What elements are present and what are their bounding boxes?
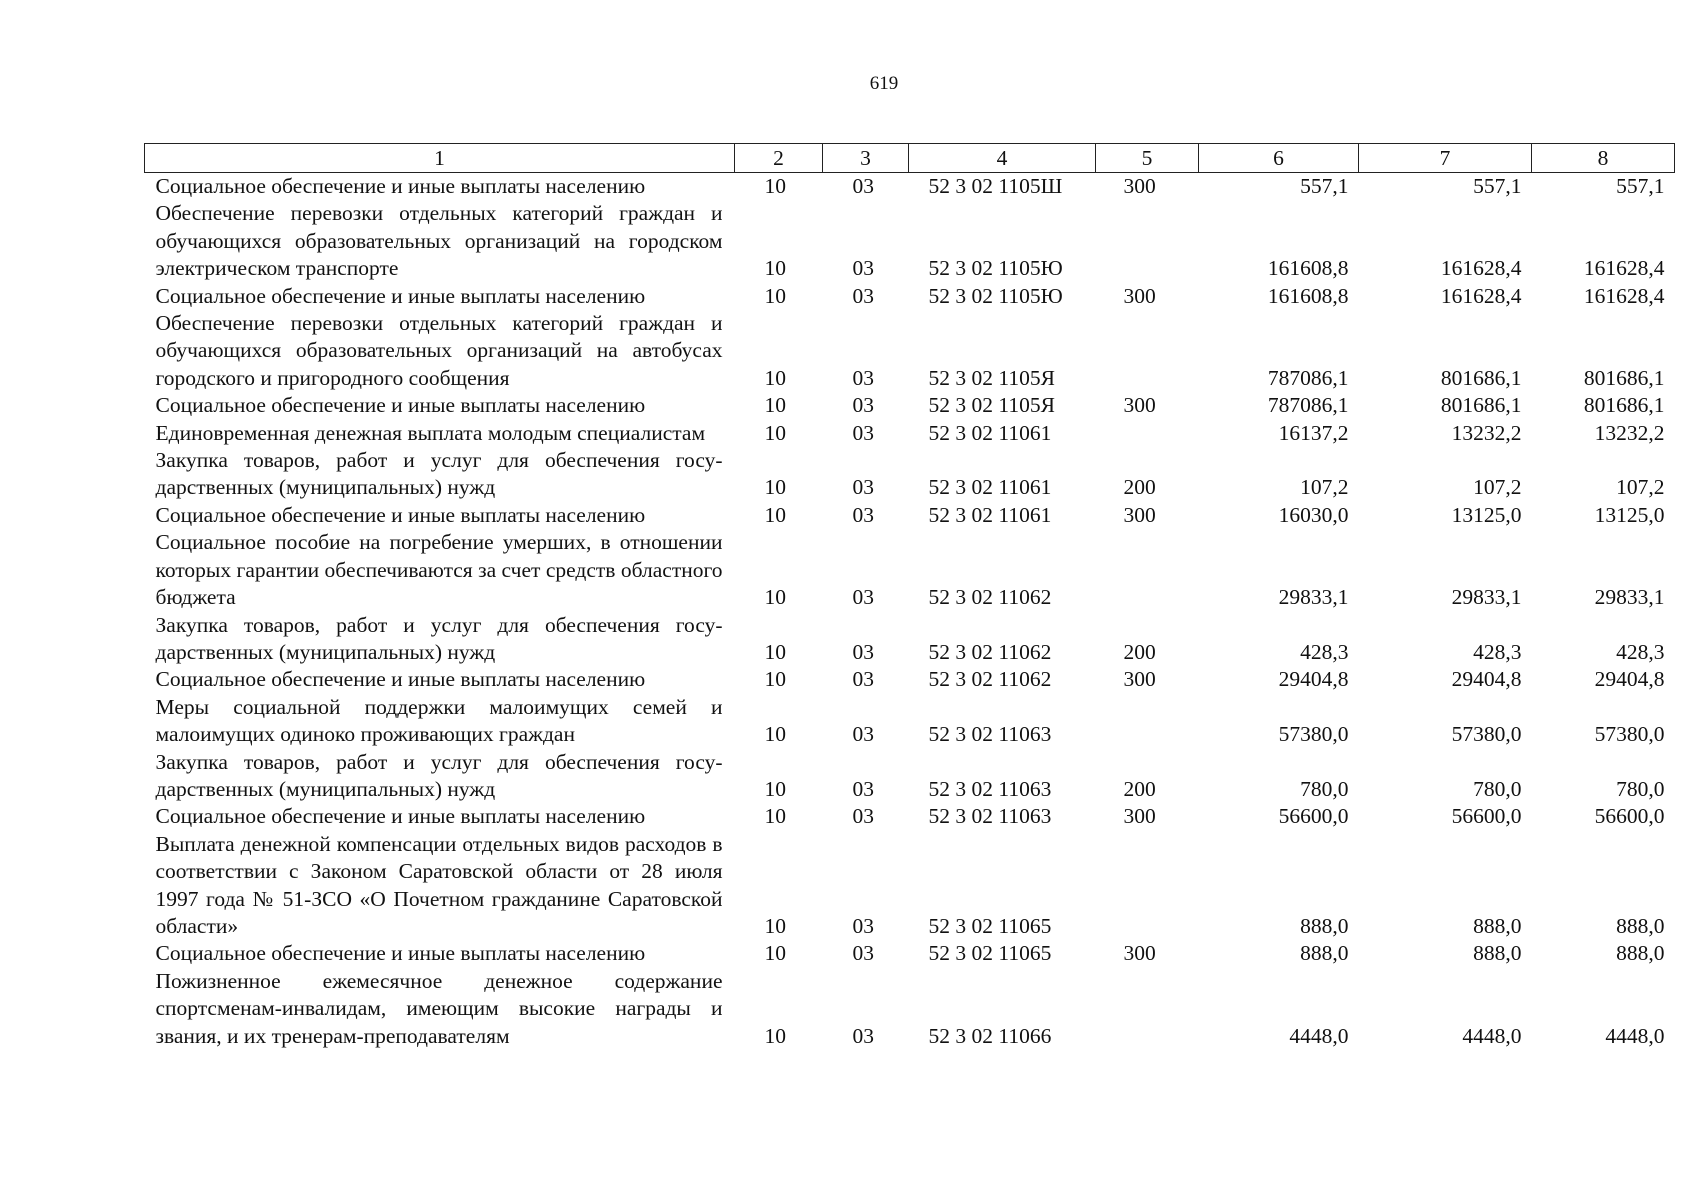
row-value-col6: 161608,8 — [1267, 256, 1349, 281]
row-section: 10 — [764, 256, 786, 281]
row-value-col7: 161628,4 — [1440, 283, 1522, 308]
table-row — [145, 803, 1675, 830]
row-target-code: 52 3 02 1105Ш — [928, 174, 1063, 198]
row-value-col6: 780,0 — [1300, 776, 1349, 801]
row-value-col7: 780,0 — [1473, 776, 1522, 801]
row-section: 10 — [764, 502, 786, 527]
row-expense-type: 300 — [1123, 667, 1156, 692]
table-row — [145, 502, 1675, 529]
row-value-col8: 888,0 — [1616, 941, 1665, 966]
row-expense-type — [1096, 968, 1199, 1050]
row-value-col8: 57380,0 — [1594, 722, 1665, 747]
row-expense-type — [1096, 420, 1199, 447]
row-target-code: 52 3 02 11061 — [928, 502, 1052, 527]
table-row — [145, 173, 1675, 201]
row-value-col7: 107,2 — [1473, 475, 1522, 500]
column-header: 3 — [823, 144, 909, 173]
row-value-col7: 56600,0 — [1451, 804, 1522, 829]
row-description: Закупка товаров, работ и услуг для обеспечения государственных (муниципальных) нужд — [155, 448, 723, 500]
row-subsection: 03 — [852, 475, 874, 500]
row-section: 10 — [764, 420, 786, 445]
table-row — [145, 392, 1675, 419]
row-value-col8: 29404,8 — [1594, 667, 1665, 692]
row-value-col6: 29833,1 — [1278, 585, 1349, 610]
row-subsection: 03 — [852, 1023, 874, 1048]
row-description: Меры социальной поддержки малоимущих семей и малоимущих одиноко проживающих граждан — [155, 694, 723, 747]
row-expense-type: 300 — [1123, 804, 1156, 829]
row-expense-type: 200 — [1123, 639, 1156, 664]
row-value-col8: 161628,4 — [1583, 256, 1665, 281]
column-header: 5 — [1096, 144, 1199, 173]
row-value-col6: 16137,2 — [1278, 420, 1349, 445]
row-subsection: 03 — [852, 776, 874, 801]
table-row — [145, 200, 1675, 282]
row-section: 10 — [764, 365, 786, 390]
row-target-code: 52 3 02 11063 — [928, 722, 1052, 747]
row-target-code: 52 3 02 11065 — [928, 913, 1052, 938]
row-description: Обеспечение перевозки отдельных категорий граждан и обучающихся образовательных организаций на городском электрическом транспорте — [155, 201, 723, 281]
row-value-col6: 888,0 — [1300, 941, 1349, 966]
table-row — [145, 283, 1675, 310]
row-target-code: 52 3 02 11062 — [928, 667, 1052, 692]
row-value-col6: 161608,8 — [1267, 283, 1349, 308]
row-value-col7: 801686,1 — [1440, 393, 1522, 418]
row-section: 10 — [764, 722, 786, 747]
row-section: 10 — [764, 941, 786, 966]
row-value-col6: 787086,1 — [1267, 393, 1349, 418]
column-header: 4 — [909, 144, 1096, 173]
row-target-code: 52 3 02 1105Я — [928, 365, 1055, 390]
row-value-col6: 16030,0 — [1278, 502, 1349, 527]
row-target-code: 52 3 02 11062 — [928, 585, 1052, 610]
table-body — [145, 173, 1675, 1051]
table-row — [145, 666, 1675, 693]
row-section: 10 — [764, 393, 786, 418]
column-header: 2 — [735, 144, 823, 173]
page-number: 619 — [869, 73, 899, 94]
row-expense-type — [1096, 529, 1199, 611]
row-subsection: 03 — [852, 913, 874, 938]
row-subsection: 03 — [852, 502, 874, 527]
row-value-col7: 888,0 — [1473, 941, 1522, 966]
row-value-col6: 29404,8 — [1278, 667, 1349, 692]
row-value-col8: 801686,1 — [1583, 393, 1665, 418]
row-description: Выплата денежной компенсации отдельных видов расходов в соответствии с Законом Саратовской области от 28 июля 1997 года № 51-ЗСО «О Почетном гражданине Саратовской области» — [155, 831, 723, 938]
row-description: Обеспечение перевозки отдельных категорий граждан и обучающихся образовательных организаций на автобусах городского и пригородного сообщения — [155, 311, 723, 390]
row-description: Социальное обеспечение и иные выплаты населению — [155, 283, 646, 308]
row-value-col8: 13232,2 — [1594, 420, 1665, 445]
table-row — [145, 749, 1675, 804]
row-value-col7: 161628,4 — [1440, 256, 1522, 281]
row-value-col8: 161628,4 — [1583, 283, 1665, 308]
row-subsection: 03 — [852, 639, 874, 664]
row-value-col7: 428,3 — [1473, 639, 1522, 664]
header-row — [145, 144, 1675, 173]
table-row — [145, 831, 1675, 941]
row-target-code: 52 3 02 11061 — [928, 475, 1052, 500]
row-section: 10 — [764, 776, 786, 801]
row-value-col8: 56600,0 — [1594, 804, 1665, 829]
row-value-col7: 29404,8 — [1451, 667, 1522, 692]
row-subsection: 03 — [852, 420, 874, 445]
budget-table — [144, 143, 1675, 1050]
row-subsection: 03 — [852, 722, 874, 747]
row-value-col6: 888,0 — [1300, 913, 1349, 938]
row-section: 10 — [764, 1023, 786, 1048]
row-expense-type: 300 — [1123, 283, 1156, 308]
row-subsection: 03 — [852, 393, 874, 418]
row-value-col6: 57380,0 — [1278, 722, 1349, 747]
row-description: Социальное обеспечение и иные выплаты населению — [155, 174, 646, 198]
row-section: 10 — [764, 804, 786, 829]
table-row — [145, 420, 1675, 447]
table-row — [145, 940, 1675, 967]
row-target-code: 52 3 02 11062 — [928, 639, 1052, 664]
row-value-col6: 787086,1 — [1267, 365, 1349, 390]
row-expense-type: 200 — [1123, 475, 1156, 500]
row-subsection: 03 — [852, 174, 874, 198]
table-row — [145, 447, 1675, 502]
row-value-col7: 13125,0 — [1451, 502, 1522, 527]
row-description: Закупка товаров, работ и услуг для обеспечения государственных (муниципальных) нужд — [155, 749, 723, 801]
row-section: 10 — [764, 913, 786, 938]
table-row — [145, 694, 1675, 749]
row-expense-type — [1096, 200, 1199, 282]
row-target-code: 52 3 02 11066 — [928, 1023, 1052, 1048]
column-header: 1 — [145, 144, 735, 173]
row-target-code: 52 3 02 11063 — [928, 804, 1052, 829]
row-value-col7: 4448,0 — [1462, 1023, 1522, 1048]
row-subsection: 03 — [852, 585, 874, 610]
column-header: 8 — [1532, 144, 1675, 173]
row-subsection: 03 — [852, 365, 874, 390]
row-target-code: 52 3 02 1105Ю — [928, 283, 1063, 308]
row-value-col7: 57380,0 — [1451, 722, 1522, 747]
row-value-col7: 801686,1 — [1440, 365, 1522, 390]
row-value-col6: 4448,0 — [1289, 1023, 1349, 1048]
row-description: Социальное обеспечение и иные выплаты населению — [155, 502, 646, 527]
table-row — [145, 310, 1675, 392]
row-value-col7: 29833,1 — [1451, 585, 1522, 610]
row-target-code: 52 3 02 11061 — [928, 420, 1052, 445]
row-value-col8: 13125,0 — [1594, 502, 1665, 527]
table-row — [145, 968, 1675, 1050]
row-expense-type: 300 — [1123, 393, 1156, 418]
column-header: 7 — [1359, 144, 1532, 173]
row-section: 10 — [764, 667, 786, 692]
row-target-code: 52 3 02 1105Я — [928, 393, 1055, 418]
row-value-col6: 428,3 — [1300, 639, 1349, 664]
row-description: Социальное обеспечение и иные выплаты населению — [155, 941, 646, 966]
row-expense-type — [1096, 310, 1199, 392]
row-description: Социальное обеспечение и иные выплаты населению — [155, 667, 646, 692]
row-section: 10 — [764, 475, 786, 500]
row-expense-type: 200 — [1123, 776, 1156, 801]
row-subsection: 03 — [852, 804, 874, 829]
row-expense-type: 300 — [1123, 941, 1156, 966]
row-value-col8: 29833,1 — [1594, 585, 1665, 610]
table-row — [145, 612, 1675, 667]
row-target-code: 52 3 02 11065 — [928, 941, 1052, 966]
row-value-col7: 888,0 — [1473, 913, 1522, 938]
row-expense-type — [1096, 694, 1199, 749]
column-header: 6 — [1199, 144, 1359, 173]
row-description: Закупка товаров, работ и услуг для обеспечения государственных (муниципальных) нужд — [155, 612, 723, 664]
row-value-col8: 107,2 — [1616, 475, 1665, 500]
row-value-col8: 557,1 — [1616, 174, 1665, 198]
row-value-col8: 428,3 — [1616, 639, 1665, 664]
row-description: Социальное обеспечение и иные выплаты населению — [155, 393, 646, 418]
row-value-col6: 557,1 — [1300, 174, 1349, 198]
row-description: Единовременная денежная выплата молодым специалистам — [155, 420, 706, 445]
row-description: Социальное пособие на погребение умерших, в отношении которых гарантии обеспечиваются за счет средств областного бюджета — [155, 530, 723, 610]
row-value-col8: 780,0 — [1616, 776, 1665, 801]
row-section: 10 — [764, 283, 786, 308]
table-row — [145, 529, 1675, 611]
row-value-col8: 801686,1 — [1583, 365, 1665, 390]
row-target-code: 52 3 02 1105Ю — [928, 256, 1063, 281]
row-target-code: 52 3 02 11063 — [928, 776, 1052, 801]
row-section: 10 — [764, 585, 786, 610]
row-expense-type: 300 — [1123, 502, 1156, 527]
row-subsection: 03 — [852, 283, 874, 308]
row-subsection: 03 — [852, 941, 874, 966]
row-value-col7: 557,1 — [1473, 174, 1522, 198]
row-value-col7: 13232,2 — [1451, 420, 1522, 445]
row-description: Социальное обеспечение и иные выплаты населению — [155, 804, 646, 829]
row-value-col8: 888,0 — [1616, 913, 1665, 938]
row-expense-type — [1096, 831, 1199, 941]
row-expense-type: 300 — [1123, 174, 1156, 198]
row-subsection: 03 — [852, 667, 874, 692]
row-value-col6: 107,2 — [1300, 475, 1349, 500]
row-value-col6: 56600,0 — [1278, 804, 1349, 829]
row-description: Пожизненное ежемесячное денежное содержание спортсменам-инвалидам, имеющим высокие награды и звания, и их тренерам-преподавателям — [155, 968, 723, 1048]
row-section: 10 — [764, 174, 786, 198]
row-value-col8: 4448,0 — [1605, 1023, 1665, 1048]
row-section: 10 — [764, 639, 786, 664]
row-subsection: 03 — [852, 256, 874, 281]
